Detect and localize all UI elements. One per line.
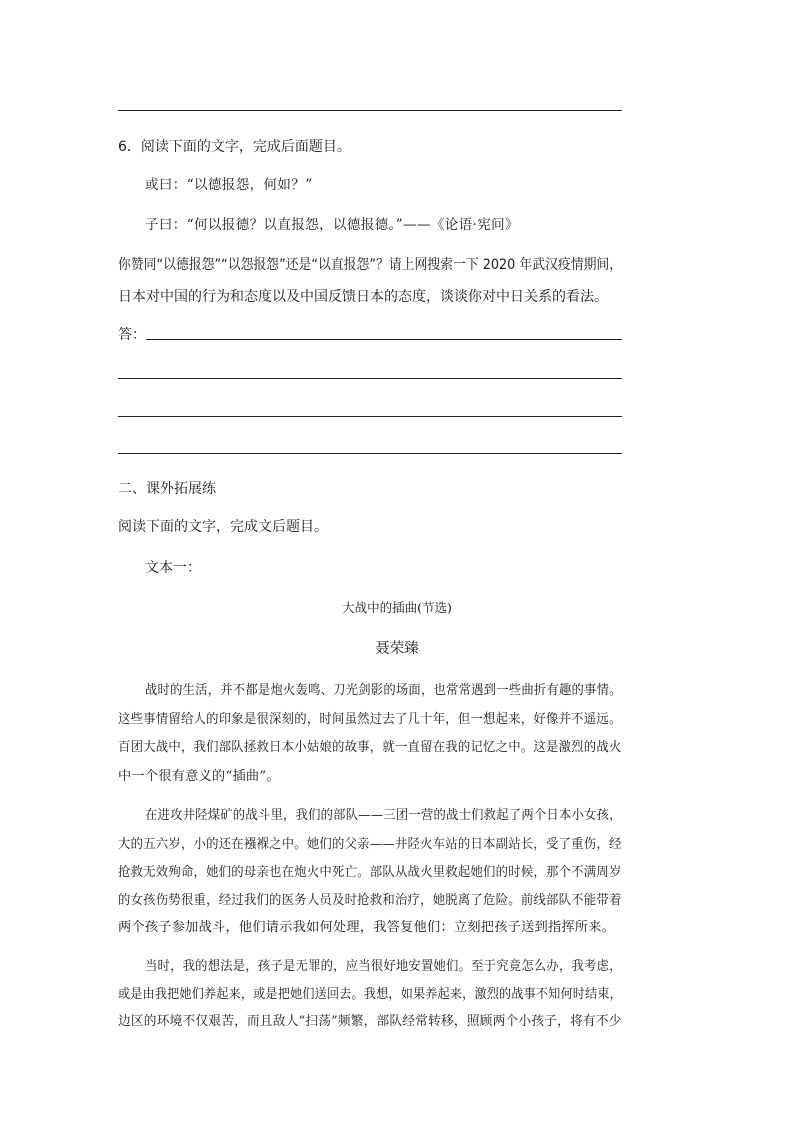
para2-line-2: 大的五六岁，小的还在襁褓之中。她们的父亲——井陉火车站的日本副站长，受了重伤，经	[118, 837, 622, 852]
para1-line-4: 中一个很有意义的“插曲”。	[118, 769, 280, 784]
article-author: 聂荣臻	[375, 641, 419, 657]
answer-line-3[interactable]	[118, 416, 622, 417]
quote-line-2: 子曰：“何以报德？以直报怨，以德报德。”——《论语·宪问》	[145, 217, 519, 233]
para1-line-2: 这些事情留给人的印象是很深刻的，时间虽然过去了几十年，但一想起来，好像并不遥远。	[118, 712, 622, 727]
question-prompt-line-2: 日本对中国的行为和态度以及中国反馈日本的态度，谈谈你对中日关系的看法。	[118, 289, 608, 305]
answer-line-2[interactable]	[118, 378, 622, 379]
para2-line-4: 的女孩伤势很重，经过我们的医务人员及时抢救和治疗，她脱离了危险。前线部队不能带着	[118, 893, 622, 908]
article-title: 大战中的插曲(节选)	[342, 600, 452, 615]
para2-line-1: 在进攻井陉煤矿的战斗里，我们的部队——三团一营的战士们救起了两个日本小女孩，	[145, 808, 622, 823]
question-prompt-line-1: 你赞同“以德报怨”“以怨报怨”还是“以直报怨”？请上网搜索一下 2020 年武汉疫情期间，	[118, 257, 623, 273]
para1-line-1: 战时的生活，并不都是炮火轰鸣、刀光剑影的场面，也常常遇到一些曲折有趣的事情。	[145, 683, 622, 698]
answer-line-top	[118, 110, 622, 111]
answer-label: 答：	[118, 327, 146, 343]
question-6-heading: 6．阅读下面的文字，完成后面题目。	[118, 139, 351, 155]
para3-line-1: 当时，我的想法是，孩子是无罪的，应当很好地安置她们。至于究竟怎么办，我考虑，	[145, 959, 622, 974]
para1-line-3: 百团大战中，我们部队拯救日本小姑娘的故事，就一直留在我的记忆之中。这是激烈的战火	[118, 740, 622, 755]
para2-line-3: 抢救无效殉命，她们的母亲也在炮火中死亡。部队从战火里救起她们的时候，那个不满周岁	[118, 865, 622, 880]
section-2-heading: 二、课外拓展练	[118, 481, 216, 497]
para3-line-2: 或是由我把她们养起来，或是把她们送回去。我想，如果养起来，激烈的战事不知何时结束，	[118, 987, 622, 1002]
reading-instruction: 阅读下面的文字，完成文后题目。	[118, 519, 328, 535]
answer-line-4[interactable]	[118, 453, 622, 454]
answer-line-1[interactable]	[146, 339, 622, 340]
para2-line-5: 两个孩子参加战斗，他们请示我如何处理，我答复他们：立刻把孩子送到指挥所来。	[118, 920, 616, 935]
text-one-label: 文本一：	[145, 560, 201, 576]
quote-line-1: 或曰：“以德报怨，何如？”	[145, 177, 313, 193]
para3-line-3: 边区的环境不仅艰苦，而且敌人“扫荡”频繁，部队经常转移，照顾两个小孩子，将有不少	[118, 1014, 622, 1029]
